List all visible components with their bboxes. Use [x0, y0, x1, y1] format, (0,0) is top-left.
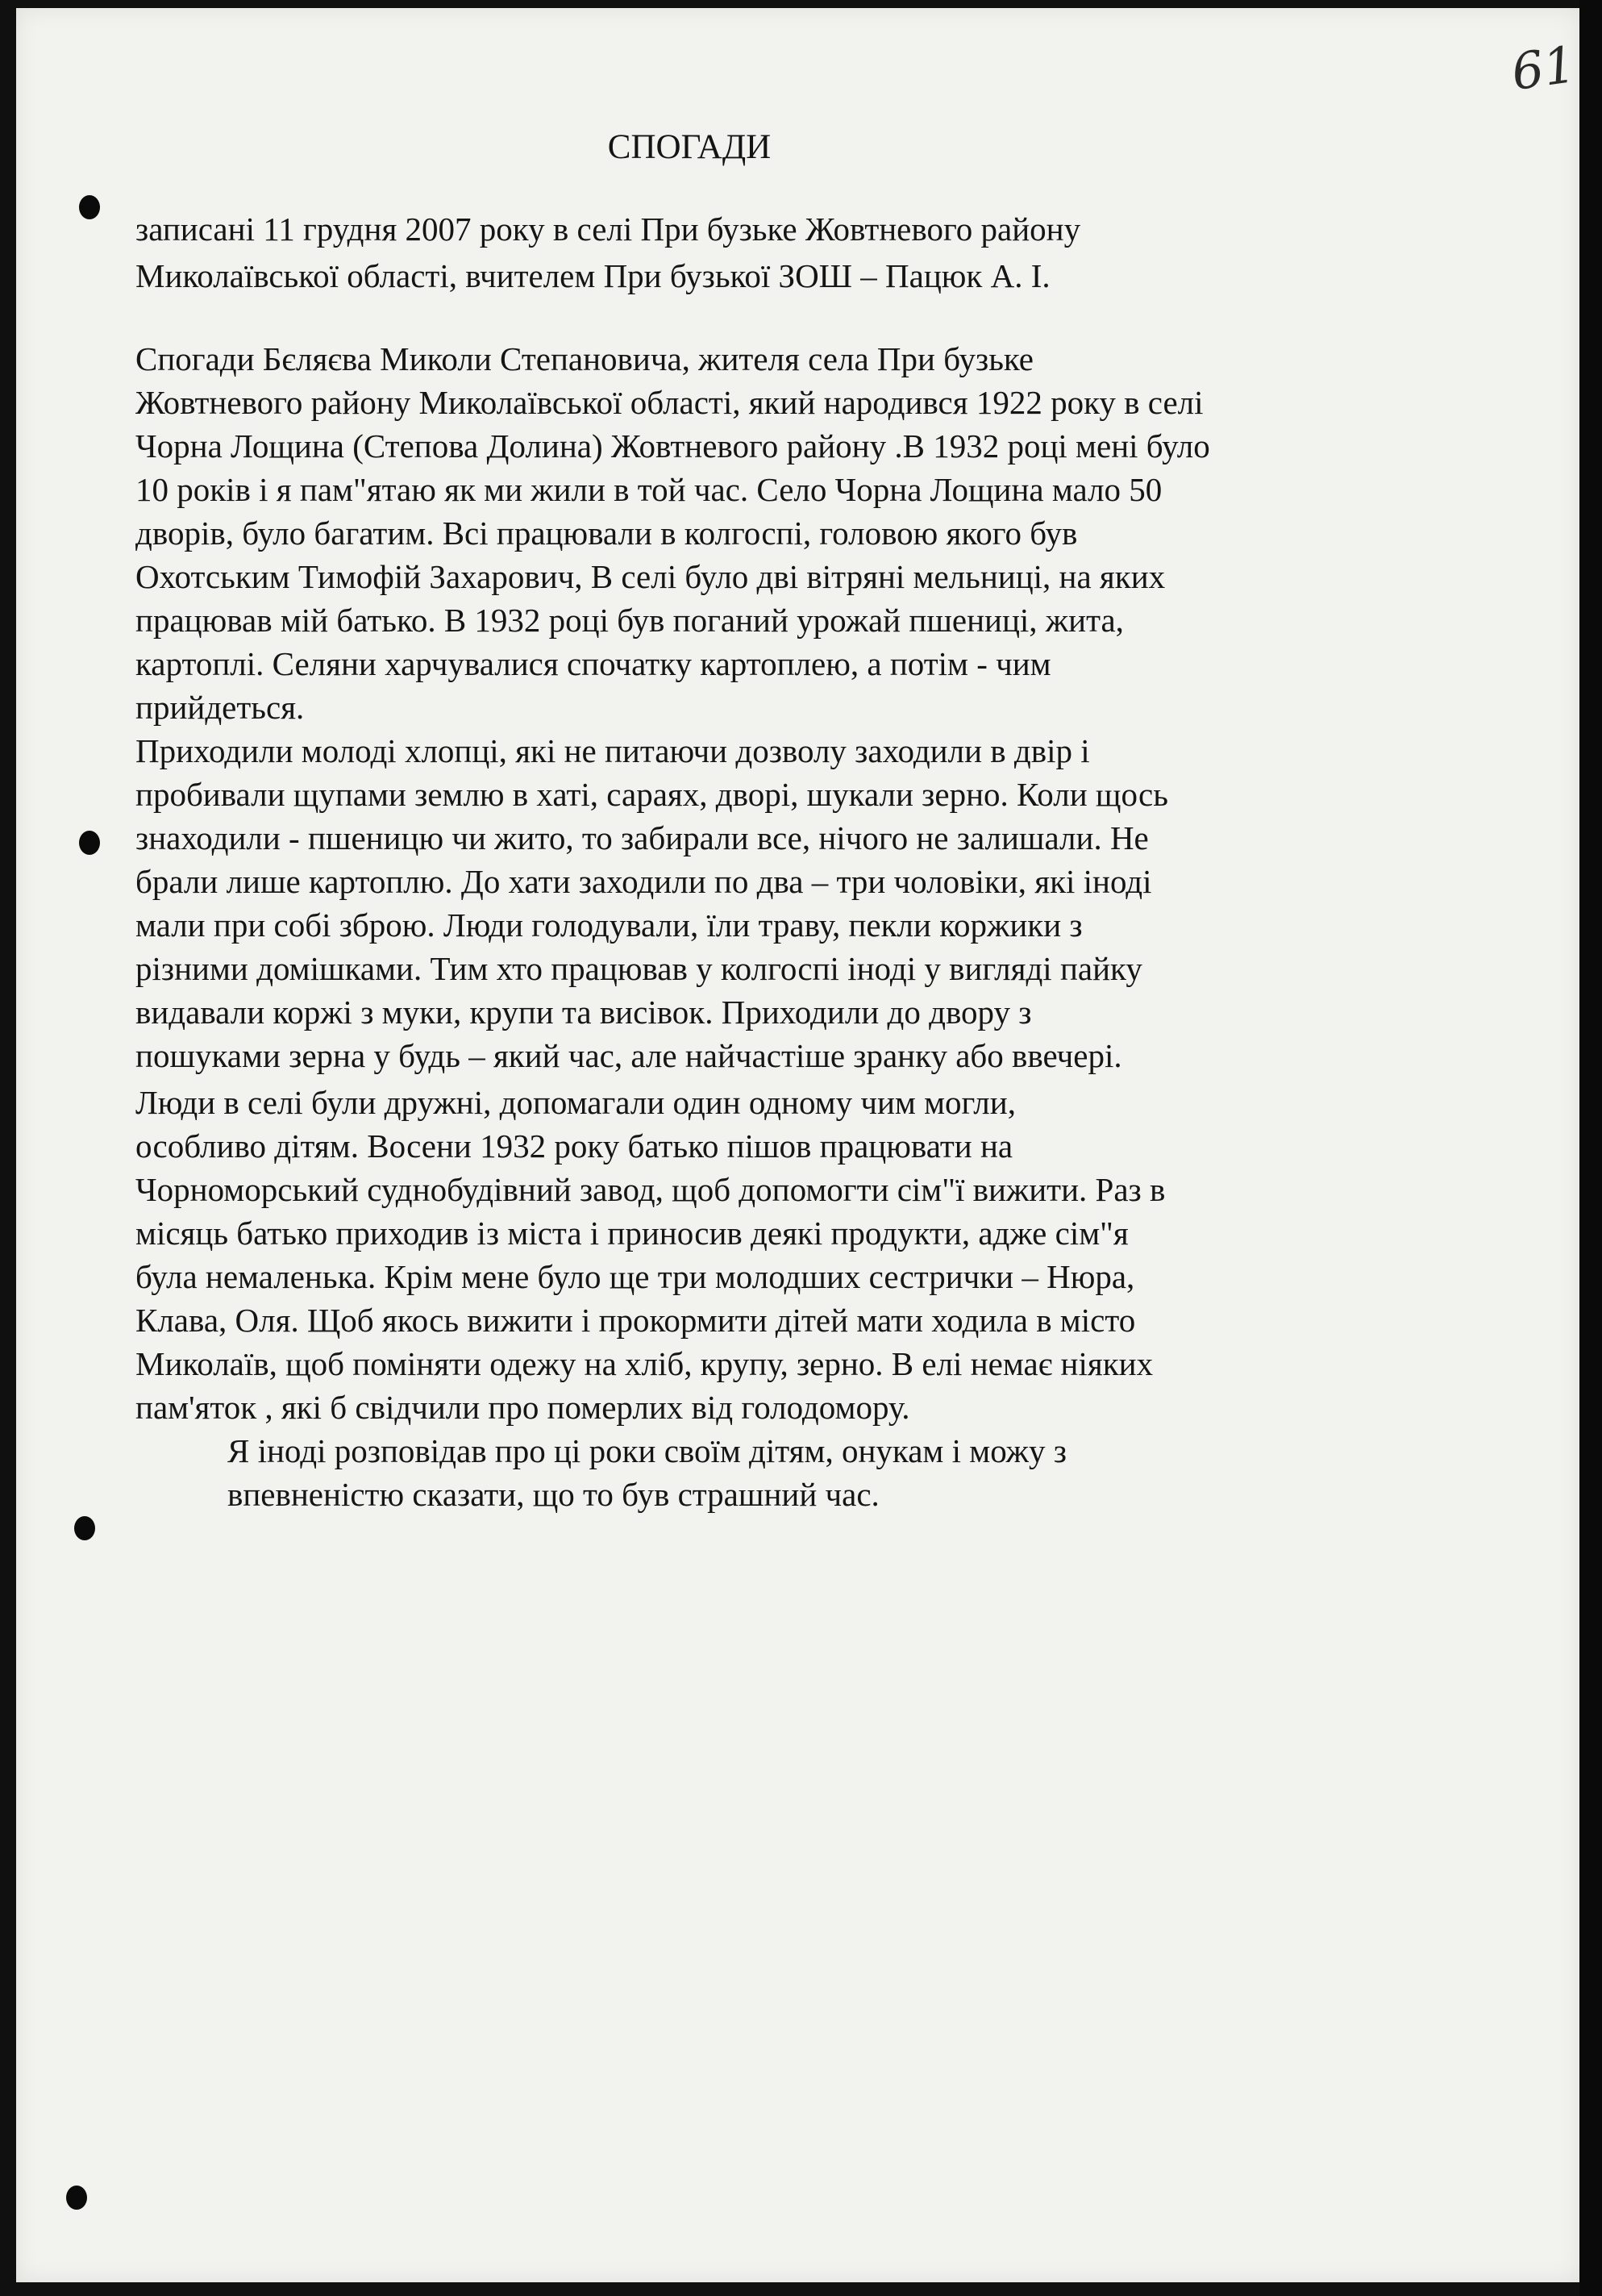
paragraph-line: особливо дітям. Восени 1932 року батько пішов працювати на	[135, 1127, 1013, 1165]
paragraph-line: 10 років і я пам"ятаю як ми жили в той час. Село Чорна Лощина мало 50	[135, 471, 1163, 508]
paragraph-line: працював мій батько. В 1932 році був поганий урожай пшениці, жита,	[135, 602, 1124, 639]
paragraph-line: Приходили молоді хлопці, які не питаючи дозволу заходили в двір і	[135, 732, 1090, 769]
scan-edge	[1579, 0, 1602, 2296]
paragraph-line: Спогади Бєляєва Миколи Степановича, жителя села При бузьке	[135, 340, 1034, 377]
paragraph-line: Люди в селі були дружні, допомагали один одному чим могли,	[135, 1084, 1016, 1121]
paragraph-line: пам'яток , які б свідчили про померлих від голодомору.	[135, 1389, 910, 1426]
paragraph-line: різними домішками. Тим хто працював у колгоспі іноді у вигляді пайку	[135, 950, 1142, 987]
paragraph-line: була немаленька. Крім мене було ще три молодших сестрички – Нюра,	[135, 1258, 1135, 1295]
paragraph-line: Клава, Оля. Щоб якось вижити і прокормити дітей мати ходила в місто	[135, 1302, 1136, 1339]
paragraph-line: впевненістю сказати, що то був страшний час.	[227, 1476, 880, 1513]
document-page	[16, 8, 1580, 2282]
paragraph-line: Чорна Лощина (Степова Долина) Жовтневого району .В 1932 році мені було	[135, 427, 1210, 465]
paragraph-line: Чорноморський суднобудівний завод, щоб допомогти сім"ї вижити. Раз в	[135, 1171, 1166, 1208]
header-line: записані 11 грудня 2007 року в селі При бузьке Жовтневого району	[135, 210, 1081, 248]
paragraph-line: картоплі. Селяни харчувалися спочатку картоплею, а потім - чим	[135, 645, 1051, 682]
paragraph-line: брали лише картоплю. До хати заходили по два – три чоловіки, які іноді	[135, 863, 1152, 900]
paragraph-line: дворів, було багатим. Всі працювали в колгоспі, головою якого був	[135, 515, 1078, 552]
page-title: СПОГАДИ	[607, 128, 772, 166]
paragraph-line: Я іноді розповідав про ці роки своїм дітям, онукам і можу з	[227, 1432, 1067, 1469]
punch-hole	[74, 1516, 95, 1540]
punch-hole	[66, 2186, 87, 2210]
paragraph-line: пошуками зерна у будь – який час, але найчастіше зранку або ввечері.	[135, 1037, 1122, 1074]
paragraph-line: Миколаїв, щоб поміняти одежу на хліб, крупу, зерно. В елі немає ніяких	[135, 1345, 1154, 1382]
handwritten-page-number: 61	[1508, 34, 1579, 102]
punch-hole	[79, 831, 100, 855]
paragraph-line: знаходили - пшеницю чи жито, то забирали все, нічого не залишали. Не	[135, 819, 1149, 856]
paragraph-line: Охотським Тимофій Захарович, В селі було дві вітряні мельниці, на яких	[135, 558, 1166, 595]
paragraph-line: прийдеться.	[135, 689, 305, 726]
paragraph-line: мали при собі зброю. Люди голодували, їли траву, пекли коржики з	[135, 906, 1083, 944]
paragraph-line: пробивали щупами землю в хаті, сараях, дворі, шукали зерно. Коли щось	[135, 776, 1168, 813]
header-line: Миколаївської області, вчителем При бузької ЗОШ – Пацюк А. І.	[135, 257, 1051, 294]
paragraph-line: видавали коржі з муки, крупи та висівок. Приходили до двору з	[135, 994, 1032, 1031]
paragraph-line: місяць батько приходив із міста і приносив деякі продукти, адже сім"я	[135, 1215, 1129, 1252]
punch-hole	[79, 195, 100, 219]
paragraph-line: Жовтневого району Миколаївської області, який народився 1922 року в селі	[135, 384, 1204, 421]
